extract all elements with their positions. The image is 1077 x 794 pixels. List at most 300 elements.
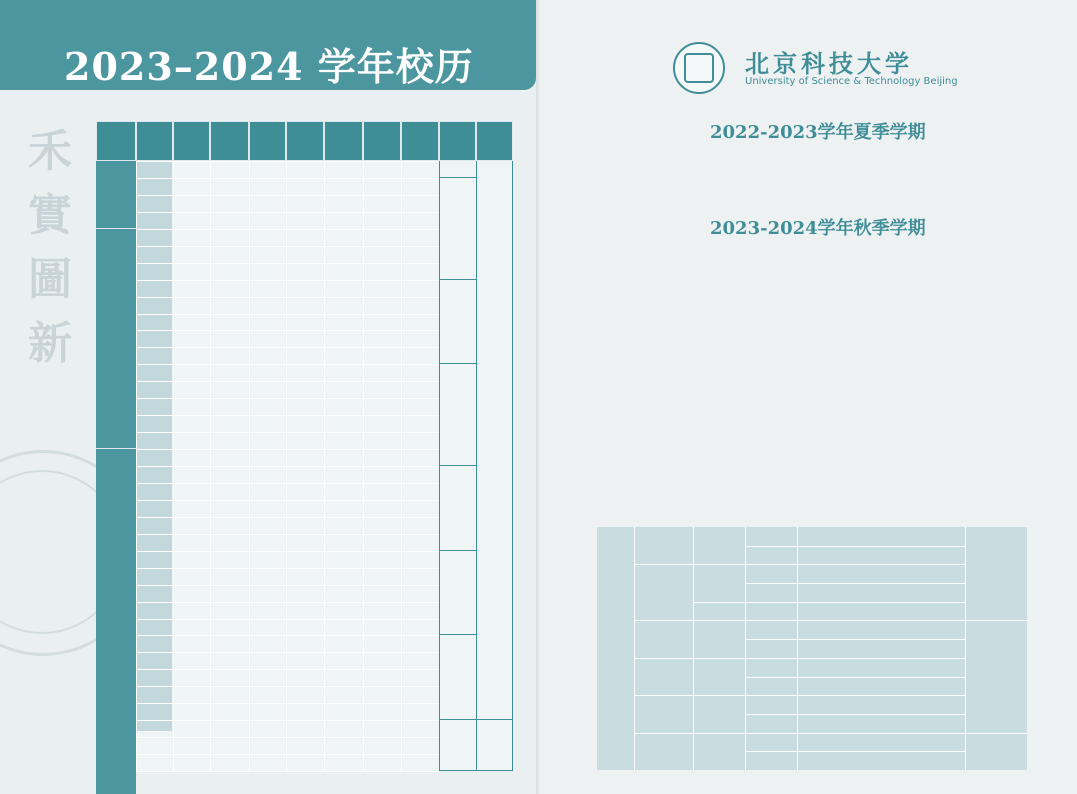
timetable-line bbox=[634, 733, 745, 734]
grid-line bbox=[136, 771, 439, 772]
university-name-en: University of Science & Technology Beijing bbox=[745, 76, 958, 87]
day-cell bbox=[324, 297, 363, 314]
right-page bbox=[540, 0, 1077, 794]
day-cell bbox=[363, 398, 401, 415]
timetable-line bbox=[745, 695, 965, 696]
timetable-period-number bbox=[745, 733, 797, 752]
day-cell bbox=[249, 602, 286, 619]
day-cell bbox=[249, 314, 286, 331]
day-cell bbox=[363, 466, 401, 483]
day-cell bbox=[210, 483, 249, 500]
grid-line bbox=[363, 161, 364, 771]
day-cell bbox=[324, 737, 363, 754]
day-cell bbox=[286, 297, 324, 314]
day-cell bbox=[173, 246, 210, 263]
week-number-cell bbox=[136, 314, 173, 331]
grid-line bbox=[401, 161, 402, 771]
timetable-title bbox=[597, 527, 634, 770]
timetable-time-cell bbox=[797, 564, 965, 583]
day-cell bbox=[363, 381, 401, 398]
day-cell bbox=[210, 585, 249, 602]
day-cell bbox=[249, 347, 286, 364]
grid-line bbox=[136, 297, 439, 298]
day-cell bbox=[401, 635, 439, 652]
timetable-line bbox=[745, 677, 965, 678]
month-label-cell bbox=[439, 635, 476, 720]
timetable-time-cell bbox=[797, 733, 965, 752]
timetable-line bbox=[965, 733, 1027, 734]
day-cell bbox=[363, 517, 401, 534]
month-label-cell bbox=[439, 551, 476, 636]
day-cell bbox=[173, 619, 210, 636]
day-cell bbox=[173, 212, 210, 229]
day-cell bbox=[173, 703, 210, 720]
week-number-cell bbox=[136, 330, 173, 347]
day-cell bbox=[249, 229, 286, 246]
grid-line bbox=[136, 466, 439, 467]
day-cell bbox=[210, 703, 249, 720]
timetable-line bbox=[634, 564, 745, 565]
day-cell bbox=[401, 280, 439, 297]
day-cell bbox=[363, 720, 401, 737]
day-cell bbox=[210, 314, 249, 331]
day-cell bbox=[286, 517, 324, 534]
timetable-period-number bbox=[745, 602, 797, 621]
day-cell bbox=[249, 432, 286, 449]
grid-line bbox=[136, 314, 439, 315]
day-cell bbox=[286, 161, 324, 178]
day-cell bbox=[286, 619, 324, 636]
day-cell bbox=[210, 500, 249, 517]
day-cell bbox=[363, 737, 401, 754]
day-cell bbox=[363, 551, 401, 568]
day-cell bbox=[210, 161, 249, 178]
day-cell bbox=[401, 178, 439, 195]
day-cell bbox=[324, 720, 363, 737]
day-cell bbox=[173, 398, 210, 415]
day-cell bbox=[210, 466, 249, 483]
grid-line bbox=[136, 415, 439, 416]
grid-line bbox=[136, 178, 439, 179]
day-cell bbox=[401, 381, 439, 398]
grid-line bbox=[136, 229, 439, 230]
grid-line bbox=[136, 263, 439, 264]
timetable-time-cell bbox=[797, 583, 965, 602]
timetable-period-number bbox=[745, 677, 797, 696]
day-cell bbox=[286, 212, 324, 229]
timetable-section-cell bbox=[634, 527, 693, 564]
grid-line bbox=[136, 347, 439, 348]
day-cell bbox=[324, 229, 363, 246]
autumn-term-heading: 2023-2024学年秋季学期 bbox=[710, 218, 926, 239]
grid-line bbox=[136, 619, 439, 620]
day-cell bbox=[249, 517, 286, 534]
day-cell bbox=[363, 703, 401, 720]
day-cell bbox=[210, 737, 249, 754]
week-number-cell bbox=[136, 483, 173, 500]
day-cell bbox=[324, 212, 363, 229]
week-number-cell bbox=[136, 229, 173, 246]
day-cell bbox=[249, 246, 286, 263]
grid-line bbox=[324, 161, 325, 771]
day-cell bbox=[363, 500, 401, 517]
logo-emblem-icon bbox=[684, 53, 714, 83]
week-number-cell bbox=[136, 398, 173, 415]
calendar-header-cell bbox=[363, 121, 401, 161]
grid-line bbox=[136, 534, 439, 535]
day-cell bbox=[324, 466, 363, 483]
day-cell bbox=[173, 483, 210, 500]
day-cell bbox=[324, 280, 363, 297]
timetable-period-number bbox=[745, 546, 797, 565]
day-cell bbox=[286, 398, 324, 415]
day-cell bbox=[210, 398, 249, 415]
day-cell bbox=[324, 686, 363, 703]
day-cell bbox=[249, 703, 286, 720]
day-cell bbox=[286, 314, 324, 331]
day-cell bbox=[249, 297, 286, 314]
calendar-header-cell bbox=[136, 121, 173, 161]
grid-line bbox=[136, 602, 439, 603]
grid-line bbox=[136, 330, 439, 331]
day-cell bbox=[210, 720, 249, 737]
day-cell bbox=[173, 263, 210, 280]
day-cell bbox=[286, 754, 324, 771]
day-cell bbox=[249, 381, 286, 398]
timetable-line bbox=[745, 714, 965, 715]
week-number-cell bbox=[136, 754, 173, 771]
day-cell bbox=[363, 686, 401, 703]
day-cell bbox=[249, 483, 286, 500]
term-label-cell bbox=[96, 161, 136, 229]
week-number-cell bbox=[136, 652, 173, 669]
day-cell bbox=[286, 466, 324, 483]
week-number-cell bbox=[136, 246, 173, 263]
day-cell bbox=[363, 229, 401, 246]
month-label-cell bbox=[439, 161, 476, 178]
day-cell bbox=[210, 602, 249, 619]
week-number-cell bbox=[136, 585, 173, 602]
grid-line bbox=[136, 754, 439, 755]
day-cell bbox=[324, 602, 363, 619]
week-number-cell bbox=[136, 517, 173, 534]
day-cell bbox=[286, 669, 324, 686]
day-cell bbox=[286, 585, 324, 602]
day-cell bbox=[401, 669, 439, 686]
day-cell bbox=[363, 195, 401, 212]
day-cell bbox=[210, 568, 249, 585]
day-cell bbox=[324, 398, 363, 415]
day-cell bbox=[210, 280, 249, 297]
day-cell bbox=[173, 602, 210, 619]
day-cell bbox=[249, 415, 286, 432]
day-cell bbox=[173, 669, 210, 686]
school-calendar-table bbox=[96, 121, 513, 771]
day-cell bbox=[324, 161, 363, 178]
timetable-time-cell bbox=[797, 677, 965, 696]
day-cell bbox=[401, 754, 439, 771]
grid-line bbox=[136, 669, 439, 670]
day-cell bbox=[286, 602, 324, 619]
day-cell bbox=[249, 568, 286, 585]
day-cell bbox=[324, 500, 363, 517]
day-cell bbox=[249, 330, 286, 347]
day-cell bbox=[173, 720, 210, 737]
day-cell bbox=[173, 229, 210, 246]
week-number-cell bbox=[136, 381, 173, 398]
month-label-cell bbox=[439, 720, 476, 771]
day-cell bbox=[286, 551, 324, 568]
timetable-period-number bbox=[745, 658, 797, 677]
day-cell bbox=[324, 652, 363, 669]
day-cell bbox=[363, 669, 401, 686]
timetable-line bbox=[634, 658, 745, 659]
day-cell bbox=[363, 364, 401, 381]
timetable-building-cell bbox=[693, 602, 745, 621]
grid-line bbox=[210, 161, 211, 771]
day-cell bbox=[363, 212, 401, 229]
timetable-line bbox=[745, 620, 965, 621]
grid-line bbox=[476, 161, 477, 771]
day-cell bbox=[401, 737, 439, 754]
day-cell bbox=[324, 754, 363, 771]
day-cell bbox=[324, 551, 363, 568]
day-cell bbox=[363, 297, 401, 314]
calendar-header-cell bbox=[96, 121, 136, 161]
week-number-cell bbox=[136, 703, 173, 720]
day-cell bbox=[210, 330, 249, 347]
timetable-line bbox=[745, 733, 965, 734]
day-cell bbox=[363, 415, 401, 432]
day-cell bbox=[363, 652, 401, 669]
day-cell bbox=[324, 703, 363, 720]
day-cell bbox=[249, 280, 286, 297]
day-cell bbox=[401, 330, 439, 347]
year-note-cell bbox=[476, 161, 513, 720]
day-cell bbox=[363, 432, 401, 449]
timetable-period-number bbox=[745, 695, 797, 714]
calendar-header-cell bbox=[439, 121, 476, 161]
timetable-section-cell bbox=[634, 733, 693, 770]
grid-line bbox=[136, 500, 439, 501]
day-cell bbox=[401, 398, 439, 415]
day-cell bbox=[173, 161, 210, 178]
timetable-line bbox=[745, 583, 965, 584]
term-label-cell bbox=[96, 229, 136, 449]
day-cell bbox=[173, 297, 210, 314]
grid-line bbox=[136, 398, 439, 399]
grid-line bbox=[136, 432, 439, 433]
day-cell bbox=[286, 347, 324, 364]
calendar-header-cell bbox=[324, 121, 363, 161]
day-cell bbox=[210, 229, 249, 246]
timetable-time-cell bbox=[797, 714, 965, 733]
day-cell bbox=[173, 195, 210, 212]
day-cell bbox=[249, 195, 286, 212]
grid-line bbox=[136, 652, 439, 653]
month-label-cell bbox=[439, 364, 476, 466]
day-cell bbox=[249, 720, 286, 737]
day-cell bbox=[401, 602, 439, 619]
day-cell bbox=[210, 195, 249, 212]
grid-line bbox=[136, 246, 439, 247]
day-cell bbox=[249, 551, 286, 568]
day-cell bbox=[286, 280, 324, 297]
day-cell bbox=[363, 246, 401, 263]
day-cell bbox=[173, 517, 210, 534]
day-cell bbox=[173, 568, 210, 585]
grid-line bbox=[286, 161, 287, 771]
day-cell bbox=[286, 737, 324, 754]
timetable-line bbox=[965, 620, 1027, 621]
timetable-line bbox=[745, 751, 965, 752]
day-cell bbox=[173, 500, 210, 517]
timetable-time-cell bbox=[797, 639, 965, 658]
day-cell bbox=[401, 551, 439, 568]
day-cell bbox=[249, 212, 286, 229]
day-cell bbox=[363, 568, 401, 585]
day-cell bbox=[173, 466, 210, 483]
day-cell bbox=[249, 754, 286, 771]
day-cell bbox=[401, 652, 439, 669]
week-number-cell bbox=[136, 297, 173, 314]
timetable-line bbox=[745, 546, 965, 547]
day-cell bbox=[401, 195, 439, 212]
day-cell bbox=[173, 330, 210, 347]
month-label-cell bbox=[439, 280, 476, 365]
day-cell bbox=[324, 517, 363, 534]
day-cell bbox=[210, 686, 249, 703]
day-cell bbox=[324, 415, 363, 432]
day-cell bbox=[401, 686, 439, 703]
day-cell bbox=[286, 432, 324, 449]
day-cell bbox=[286, 330, 324, 347]
day-cell bbox=[173, 754, 210, 771]
timetable-line bbox=[745, 658, 965, 659]
day-cell bbox=[210, 669, 249, 686]
calendar-header-cell bbox=[286, 121, 324, 161]
day-cell bbox=[286, 229, 324, 246]
timetable-period-number bbox=[745, 620, 797, 639]
day-cell bbox=[401, 500, 439, 517]
week-number-cell bbox=[136, 720, 173, 737]
day-cell bbox=[286, 720, 324, 737]
seal-script-watermark: 禾實圖新 bbox=[28, 126, 72, 369]
day-cell bbox=[249, 652, 286, 669]
day-cell bbox=[210, 212, 249, 229]
grid-line bbox=[439, 161, 440, 771]
day-cell bbox=[324, 330, 363, 347]
timetable-daypart-cell bbox=[965, 620, 1027, 732]
university-logo bbox=[673, 42, 725, 94]
day-cell bbox=[173, 686, 210, 703]
day-cell bbox=[401, 466, 439, 483]
title-banner bbox=[0, 0, 536, 90]
timetable-time-cell bbox=[797, 527, 965, 546]
day-cell bbox=[210, 415, 249, 432]
week-number-cell bbox=[136, 669, 173, 686]
day-cell bbox=[173, 652, 210, 669]
day-cell bbox=[210, 381, 249, 398]
timetable-section-cell bbox=[634, 658, 693, 695]
day-cell bbox=[286, 652, 324, 669]
day-cell bbox=[249, 669, 286, 686]
timetable-time-cell bbox=[797, 546, 965, 565]
day-cell bbox=[210, 754, 249, 771]
grid-line bbox=[136, 483, 439, 484]
grid-line bbox=[136, 737, 439, 738]
grid-line bbox=[136, 280, 439, 281]
day-cell bbox=[363, 314, 401, 331]
grid-line bbox=[136, 364, 439, 365]
day-cell bbox=[401, 415, 439, 432]
day-cell bbox=[401, 517, 439, 534]
year-note-cell bbox=[476, 720, 513, 771]
grid-line bbox=[136, 161, 137, 771]
grid-line bbox=[136, 568, 439, 569]
grid-line bbox=[136, 449, 439, 450]
day-cell bbox=[324, 585, 363, 602]
calendar-header-cell bbox=[210, 121, 249, 161]
day-cell bbox=[401, 585, 439, 602]
day-cell bbox=[249, 466, 286, 483]
day-cell bbox=[173, 585, 210, 602]
day-cell bbox=[324, 635, 363, 652]
month-label-cell bbox=[439, 178, 476, 280]
day-cell bbox=[286, 500, 324, 517]
day-cell bbox=[173, 534, 210, 551]
week-number-cell bbox=[136, 415, 173, 432]
day-cell bbox=[286, 381, 324, 398]
day-cell bbox=[324, 483, 363, 500]
calendar-header-cell bbox=[401, 121, 439, 161]
grid-line bbox=[173, 161, 174, 771]
day-cell bbox=[401, 314, 439, 331]
university-name-cn: 北京科技大学 bbox=[745, 49, 913, 78]
day-cell bbox=[249, 398, 286, 415]
day-cell bbox=[324, 381, 363, 398]
timetable-time-cell bbox=[797, 620, 965, 639]
day-cell bbox=[363, 330, 401, 347]
grid-line bbox=[136, 686, 439, 687]
day-cell bbox=[324, 568, 363, 585]
week-number-cell bbox=[136, 602, 173, 619]
day-cell bbox=[249, 619, 286, 636]
week-number-cell bbox=[136, 568, 173, 585]
day-cell bbox=[249, 737, 286, 754]
day-cell bbox=[210, 517, 249, 534]
day-cell bbox=[210, 246, 249, 263]
day-cell bbox=[324, 669, 363, 686]
day-cell bbox=[173, 314, 210, 331]
day-cell bbox=[401, 703, 439, 720]
day-cell bbox=[210, 619, 249, 636]
calendar-header-cell bbox=[476, 121, 513, 161]
day-cell bbox=[363, 178, 401, 195]
day-cell bbox=[173, 432, 210, 449]
day-cell bbox=[286, 686, 324, 703]
timetable-line bbox=[745, 564, 965, 565]
timetable-line bbox=[745, 602, 965, 603]
timetable-time-cell bbox=[797, 658, 965, 677]
day-cell bbox=[324, 246, 363, 263]
week-number-cell bbox=[136, 686, 173, 703]
day-cell bbox=[249, 585, 286, 602]
day-cell bbox=[210, 432, 249, 449]
day-cell bbox=[173, 415, 210, 432]
timetable-line bbox=[634, 620, 745, 621]
timetable-line bbox=[693, 602, 745, 603]
